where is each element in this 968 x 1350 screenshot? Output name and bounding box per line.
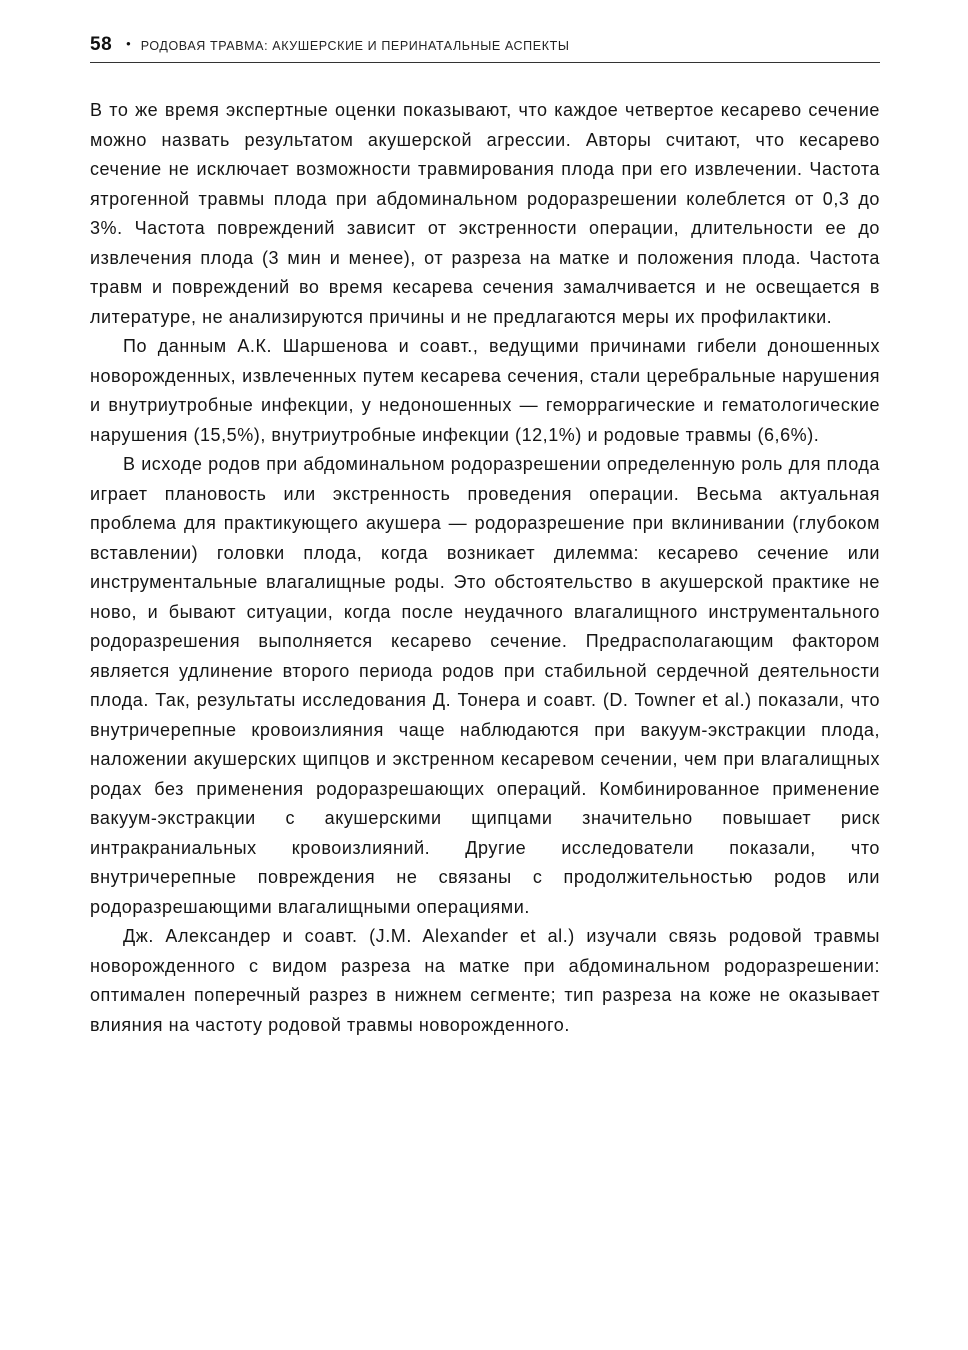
page-number: 58 bbox=[90, 34, 113, 55]
paragraph-2: По данным А.К. Шаршенова и соавт., ведущими причинами гибели доношенных новорожденных, извлеченных путем кесарева сечения, стали церебральные нарушения и внутриутробные инфекции, у недоношенных — геморрагические и гематологические нарушения (15,5%), внутриутробные инфекции (12,1%) и родовые травмы (6,6%). bbox=[90, 336, 880, 445]
header-bullet: • bbox=[126, 36, 131, 51]
body-text bbox=[90, 96, 880, 1040]
running-head bbox=[90, 34, 880, 60]
running-title: РОДОВАЯ ТРАВМА: АКУШЕРСКИЕ И ПЕРИНАТАЛЬНЫЕ АСПЕКТЫ bbox=[140, 39, 570, 53]
header-rule bbox=[90, 62, 880, 63]
paragraph-4: Дж. Александер и соавт. (J.M. Alexander et al.) изучали связь родовой травмы новорожденного с видом разреза на матке при абдоминальном родоразрешении: оптимален поперечный разрез в нижнем сегменте; тип разреза на коже не оказывает влияния на частоту родовой травмы новорожденного. bbox=[90, 926, 880, 1035]
paragraph-3: В исходе родов при абдоминальном родоразрешении определенную роль для плода играет плановость или экстренность проведения операции. Весьма актуальная проблема для практикующего акушера — родоразрешение при вклинивании (глубоком вставлении) головки плода, когда возникает дилемма: кесарево сечение или инструментальные влагалищные роды. Это обстоятельство в акушерской практике не ново, и бывают ситуации, когда после неудачного влагалищного инструментального родоразрешения выполняется кесарево сечение. Предрасполагающим фактором является удлинение второго периода родов при стабильной сердечной деятельности плода. Так, результаты исследования Д. Тонера и соавт. (D. Towner et al.) показали, что внутричерепные кровоизлияния чаще наблюдаются при вакуум-экстракции плода, наложении акушерских щипцов и экстренном кесаревом сечении, чем при влагалищных родах без применения родоразрешающих операций. Комбинированное применение вакуум-экстракции с акушерскими щипцами значительно повышает риск интракраниальных кровоизлияний. Другие исследователи показали, что внутричерепные повреждения не связаны с продолжительностью родов или родоразрешающими влагалищными операциями. bbox=[90, 454, 880, 917]
paragraph-1: В то же время экспертные оценки показывают, что каждое четвертое кесарево сечение можно назвать результатом акушерской агрессии. Авторы считают, что кесарево сечение не исключает возможности травмирования плода при его извлечении. Частота ятрогенной травмы плода при абдоминальном родоразрешении колеблется от 0,3 до 3%. Частота повреждений зависит от экстренности операции, длительности ее до извлечения плода (3 мин и менее), от разреза на матке и положения плода. Частота травм и повреждений во время кесарева сечения замалчивается и не освещается в литературе, не анализируются причины и не предлагаются меры их профилактики. bbox=[90, 100, 880, 327]
